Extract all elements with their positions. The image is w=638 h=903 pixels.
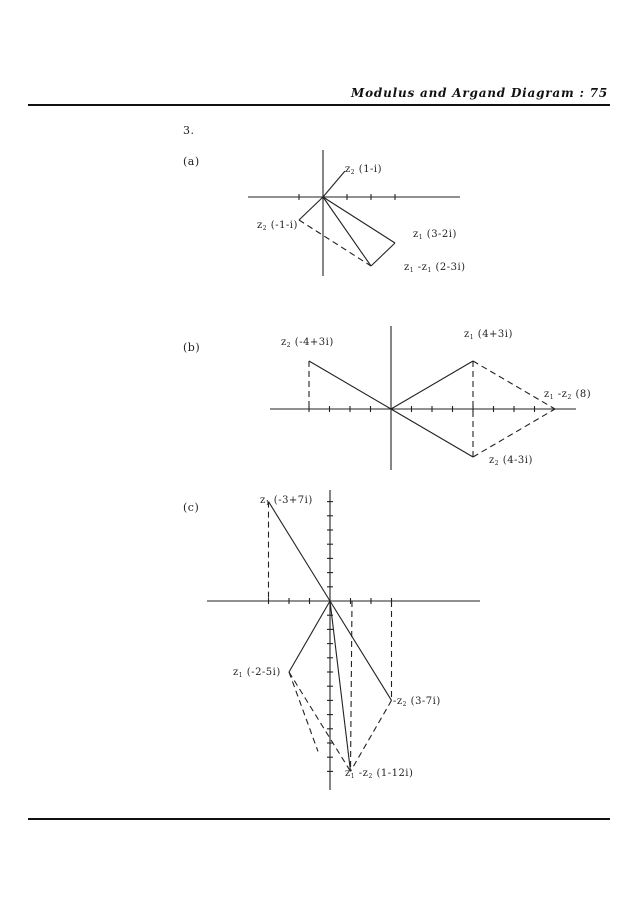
b-z2-vector <box>309 361 391 409</box>
c-label-diff-part: -z <box>355 768 369 779</box>
c-label-diff <box>345 768 413 780</box>
b-label-diff-part: -z <box>554 389 568 400</box>
b-label-z2 <box>281 337 334 349</box>
b-label-diff-part: (8) <box>571 389 592 400</box>
c-label-neg-z2-part: (3-7i) <box>406 696 441 707</box>
c-neg-z2-vector <box>330 601 392 700</box>
c-label-z1 <box>260 495 313 507</box>
c-label-neg-z2-part: -z <box>393 696 403 707</box>
b-label-diff-part: 2 <box>567 394 572 401</box>
b-label-z1 <box>464 329 513 341</box>
part-b-label: (b) <box>183 341 201 354</box>
b-label-z2-part: z <box>281 337 287 348</box>
c-label-neg-z2 <box>393 696 441 708</box>
c-label-diff-part: 2 <box>368 773 373 780</box>
a-label-diff-part: 1 <box>427 267 432 274</box>
b-z1-vector <box>391 361 473 409</box>
b-label-z1-part: 1 <box>469 334 475 341</box>
b-label-diff <box>544 389 591 401</box>
c-label-z1-part: z <box>260 495 266 506</box>
a-label-z2-part: 2 <box>350 169 356 176</box>
a-label-z1-part: z <box>413 229 419 240</box>
a-parallelogram-side-2 <box>371 243 395 266</box>
c-label-diff-part: (1-12i) <box>372 768 414 779</box>
c-inner-left-dashed <box>289 672 318 751</box>
b-parallelogram-top <box>473 361 555 409</box>
b-label-z2b-part: 2 <box>494 460 500 467</box>
b-z2b-vector <box>391 409 473 457</box>
c-label-z1b-part: 1 <box>238 672 244 679</box>
c-label-z1b <box>233 667 281 679</box>
a-label-z2-part: (1-i) <box>355 164 383 175</box>
a-difference-vector <box>323 197 371 266</box>
c-label-z1b-part: (-2-5i) <box>243 667 281 678</box>
a-z1-vector <box>323 197 395 243</box>
b-label-diff-part: z <box>544 389 550 400</box>
running-header: Modulus and Argand Diagram : 75 <box>351 86 608 100</box>
a-label-neg-z2-part: z <box>257 220 263 231</box>
b-label-z1-part: z <box>464 329 470 340</box>
a-parallelogram-side <box>299 220 371 266</box>
part-c-label: (c) <box>183 501 200 514</box>
a-label-z1-part: 1 <box>418 234 424 241</box>
c-inner-dashed <box>351 601 353 771</box>
b-label-diff-part: 1 <box>549 394 555 401</box>
problem-number: 3. <box>183 124 195 137</box>
diagram-a <box>248 150 466 276</box>
a-label-z1 <box>413 229 457 241</box>
b-label-z2b <box>489 455 533 467</box>
b-label-z2-part: (-4+3i) <box>291 337 334 348</box>
c-label-diff-part: 1 <box>350 773 356 780</box>
b-label-z1-part: (4+3i) <box>474 329 513 340</box>
diagram-c <box>207 490 480 790</box>
c-label-z1b-part: z <box>233 667 239 678</box>
b-label-z2-part: 2 <box>286 342 292 349</box>
c-label-diff-part: z <box>345 768 351 779</box>
a-label-diff-part: (2-3i) <box>431 262 466 273</box>
diagram-b <box>270 326 591 470</box>
a-label-diff-part: 1 <box>409 267 415 274</box>
part-a-label: (a) <box>183 155 200 168</box>
c-z1-vector <box>269 502 331 601</box>
a-label-neg-z2-part: (-1-i) <box>267 220 298 231</box>
a-label-z2-part: z <box>345 164 351 175</box>
c-z1b-vector <box>289 601 330 672</box>
c-difference-vector <box>330 601 351 771</box>
c-label-z1-part: 1 <box>265 500 271 507</box>
a-label-diff-part: -z <box>414 262 428 273</box>
b-parallelogram-bottom <box>473 409 555 457</box>
a-label-neg-z2 <box>257 220 298 232</box>
c-label-neg-z2-part: 2 <box>402 701 407 708</box>
a-label-diff-part: z <box>404 262 410 273</box>
a-label-diff <box>404 262 466 274</box>
b-label-z2b-part: z <box>489 455 495 466</box>
a-label-z1-part: (3-2i) <box>423 229 457 240</box>
c-left-dashed <box>289 672 351 771</box>
c-label-z1-part: (-3+7i) <box>270 495 313 506</box>
a-label-z2 <box>345 164 382 176</box>
a-z2-vector <box>323 171 345 197</box>
a-label-neg-z2-part: 2 <box>262 225 268 232</box>
c-right-dashed <box>351 700 392 771</box>
a-neg-z2-vector <box>299 197 323 220</box>
b-label-z2b-part: (4-3i) <box>499 455 533 466</box>
